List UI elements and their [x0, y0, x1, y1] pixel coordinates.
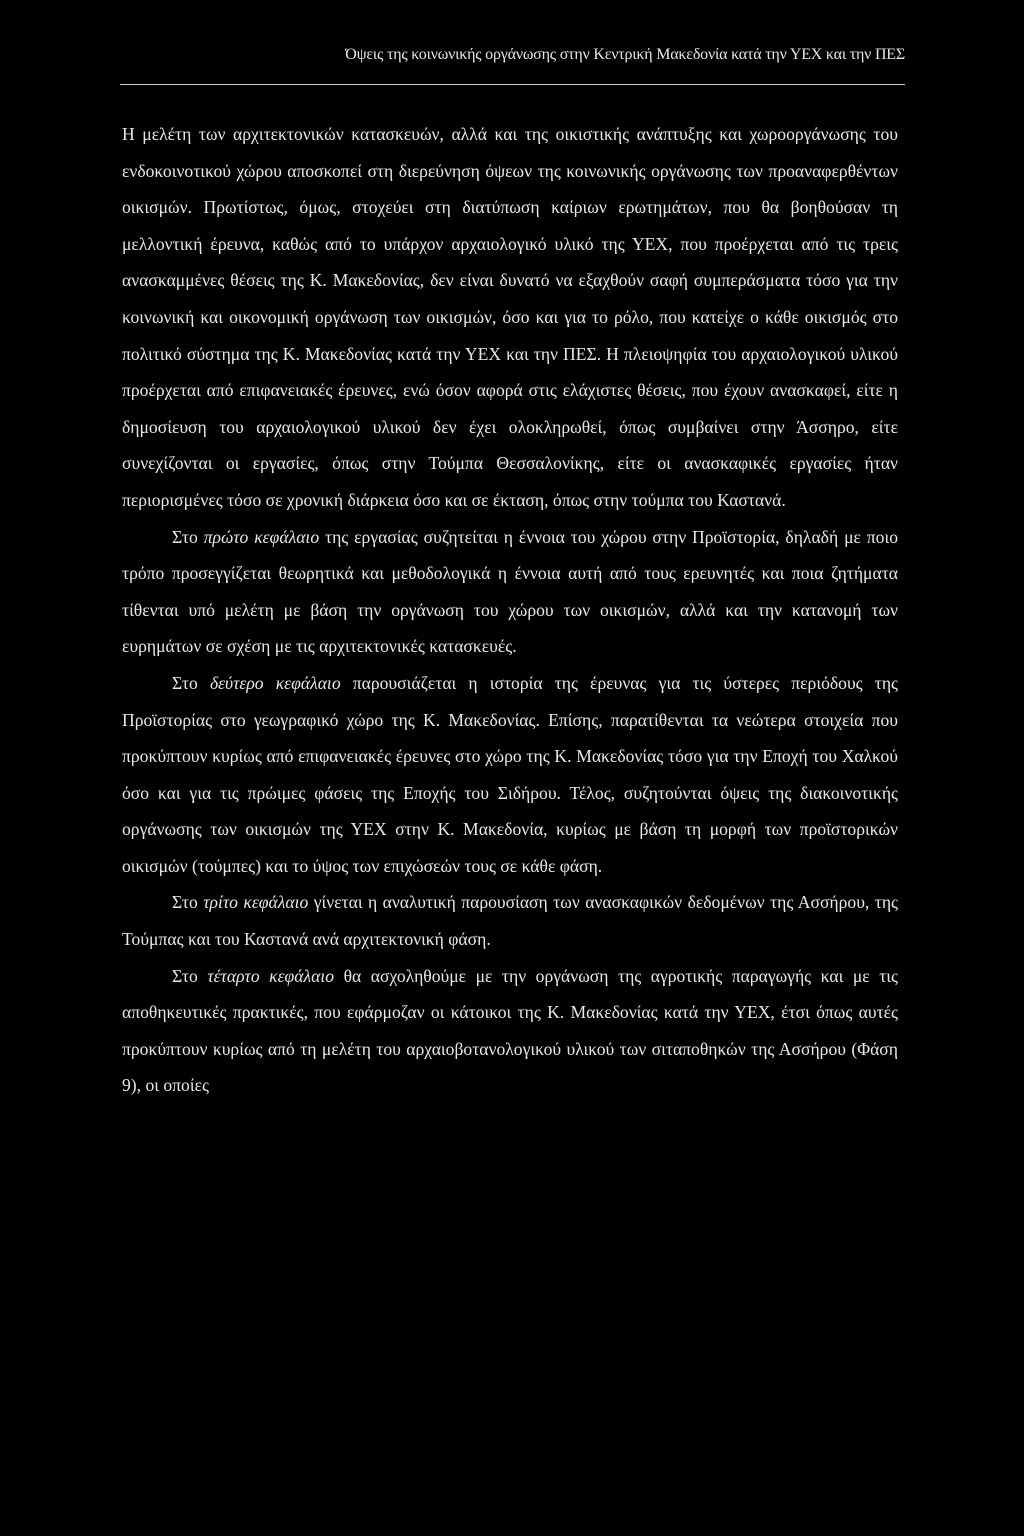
chapter-3-emphasis: τρίτο κεφάλαιο	[203, 892, 309, 913]
running-header: Όψεις της κοινωνικής οργάνωσης στην Κεντρική Μακεδονία κατά την ΥΕΧ και την ΠΕΣ	[345, 46, 905, 63]
paragraph-5-text: θα ασχοληθούμε με την οργάνωση της αγροτικής παραγωγής και με τις αποθηκευτικές πρακτικές, που εφάρμοζαν οι κάτοικοι της Κ. Μακεδονίας κατά την ΥΕΧ, έτσι όπως αυτές προκύπτουν κυρίως από τη μελέτη του αρχαιοβοτανολογικού υλικού των σιταποθηκών της Ασσήρου (Φάση 9), οι οποίες	[122, 965, 898, 1096]
paragraph-2-lead: Στο	[172, 526, 204, 547]
chapter-2-emphasis: δεύτερο κεφάλαιο	[209, 672, 341, 693]
paragraph-3	[122, 665, 898, 885]
paragraph-4	[122, 884, 898, 957]
paragraph-3-text: παρουσιάζεται η ιστορία της έρευνας για τις ύστερες περιόδους της Προϊστορίας στο γεωγραφικό χώρο της Κ. Μακεδονίας. Επίσης, παρατίθενται τα νεώτερα στοιχεία που προκύπτουν κυρίως από επιφανειακές έρευνες στο χώρο της Κ. Μακεδονίας τόσο για την Εποχή του Χαλκού όσο και για τις πρώιμες φάσεις της Εποχής του Σιδήρου. Τέλος, συζητούνται όψεις της διακοινοτικής οργάνωσης των οικισμών της ΥΕΧ στην Κ. Μακεδονία, κυρίως με βάση τη μορφή των προϊστορικών οικισμών (τούμπες) και το ύψος των επιχώσεών τους σε κάθε φάση.	[122, 672, 898, 876]
paragraph-2-text: της εργασίας συζητείται η έννοια του χώρου στην Προϊστορία, δηλαδή με ποιο τρόπο προσεγγίζεται θεωρητικά και μεθοδολογικά η έννοια αυτή από τους ερευνητές και ποια ζητήματα τίθενται υπό μελέτη με βάση την οργάνωση του χώρου των οικισμών, αλλά και την κατανομή των ευρημάτων σε σχέση με τις αρχιτεκτονικές κατασκευές.	[122, 526, 898, 657]
paragraph-4-lead: Στο	[172, 892, 204, 913]
paragraph-5-lead: Στο	[172, 965, 208, 986]
paragraph-5	[122, 958, 898, 1104]
chapter-1-emphasis: πρώτο κεφάλαιο	[203, 526, 320, 547]
header-rule	[120, 84, 905, 85]
paragraph-2	[122, 519, 898, 665]
paragraph-3-lead: Στο	[172, 672, 210, 693]
paragraph-4-text: γίνεται η αναλυτική παρουσίαση των ανασκαφικών δεδομένων της Ασσήρου, της Τούμπας και του Καστανά ανά αρχιτεκτονική φάση.	[122, 892, 898, 950]
chapter-4-emphasis: τέταρτο κεφάλαιο	[207, 965, 335, 986]
body-text	[122, 116, 898, 1104]
paragraph-1: Η μελέτη των αρχιτεκτονικών κατασκευών, αλλά και της οικιστικής ανάπτυξης και χωροοργάνωσης του ενδοκοινοτικού χώρου αποσκοπεί στη διερεύνηση όψεων της κοινωνικής οργάνωσης των προαναφερθέντων οικισμών. Πρωτίστως, όμως, στοχεύει στη διατύπωση καίριων ερωτημάτων, που θα βοηθούσαν τη μελλοντική έρευνα, καθώς από το υπάρχον αρχαιολογικό υλικό της ΥΕΧ, που προέρχεται από τις τρεις ανασκαμμένες θέσεις της Κ. Μακεδονίας, δεν είναι δυνατό να εξαχθούν σαφή συμπεράσματα τόσο για την κοινωνική και οικονομική οργάνωση των οικισμών, όσο και για το ρόλο, που κατείχε ο κάθε οικισμός στο πολιτικό σύστημα της Κ. Μακεδονίας κατά την ΥΕΧ και την ΠΕΣ. Η πλειοψηφία του αρχαιολογικού υλικού προέρχεται από επιφανειακές έρευνες, ενώ όσον αφορά στις ελάχιστες θέσεις, που έχουν ανασκαφεί, είτε η δημοσίευση του αρχαιολογικού υλικού δεν έχει ολοκληρωθεί, όπως συμβαίνει στην Άσσηρο, είτε συνεχίζονται οι εργασίες, όπως στην Τούμπα Θεσσαλονίκης, είτε οι ανασκαφικές εργασίες ήταν περιορισμένες τόσο σε χρονική διάρκεια όσο και σε έκταση, όπως στην τούμπα του Καστανά.	[122, 124, 898, 510]
